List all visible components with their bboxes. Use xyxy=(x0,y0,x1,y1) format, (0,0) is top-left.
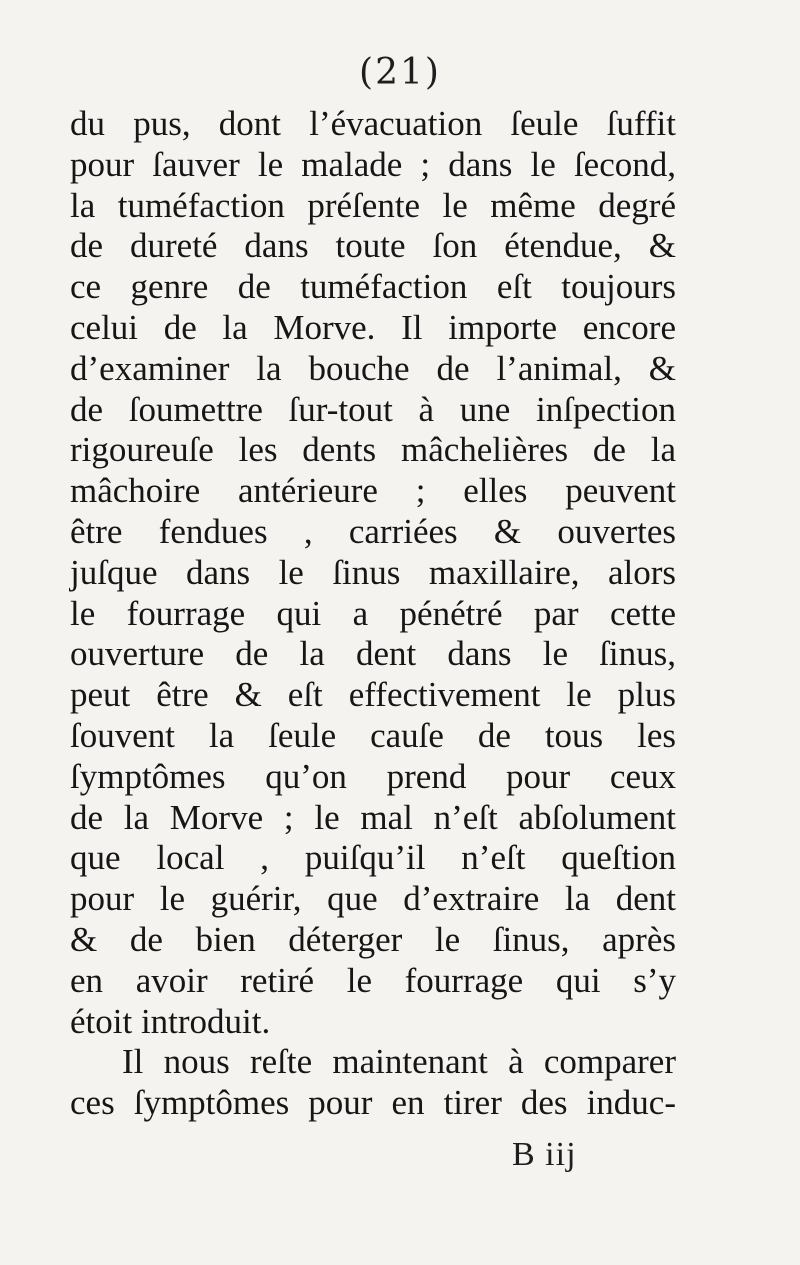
text-line: de dureté dans toute ſon étendue, & xyxy=(70,226,676,266)
text-line: celui de la Morve. Il importe encore xyxy=(70,307,676,347)
text-line: le fourrage qui a pénétré par cette xyxy=(70,593,676,633)
text-line: ſouvent la ſeule cauſe de tous les xyxy=(70,715,676,755)
text-line: étoit introduit. xyxy=(70,1001,271,1041)
text-line: ouverture de la dent dans le ſinus, xyxy=(70,634,676,674)
text-line: peut être & eſt effectivement le plus xyxy=(70,675,676,715)
text-line: pour ſauver le malade ; dans le ſecond, xyxy=(70,144,676,184)
text-line: mâchoire antérieure ; elles peuvent xyxy=(70,471,676,511)
text-line: que local , puiſqu’il n’eſt queſtion xyxy=(70,838,676,878)
text-line: de la Morve ; le mal n’eſt abſolument xyxy=(70,797,676,837)
text-line: Il nous reſte maintenant à comparer xyxy=(122,1042,676,1082)
text-line: ſymptômes qu’on prend pour ceux xyxy=(70,756,676,796)
text-line: du pus, dont l’évacuation ſeule ſuffit xyxy=(70,104,676,143)
text-line: en avoir retiré le fourrage qui s’y xyxy=(70,960,676,1000)
paragraph-1 xyxy=(70,104,676,1042)
signature-mark: B iij xyxy=(512,1136,577,1173)
text-line: pour le guérir, que d’extraire la dent xyxy=(70,879,676,919)
body-text xyxy=(70,104,676,1124)
paragraph-2 xyxy=(70,1042,676,1124)
text-line: ce genre de tuméfaction eſt toujours xyxy=(70,267,676,307)
page-number: (21) xyxy=(359,52,441,93)
text-line: la tuméfaction préſente le même degré xyxy=(70,185,676,225)
text-line: rigoureuſe les dents mâchelières de la xyxy=(70,430,676,470)
text-line: ces ſymptômes pour en tirer des induc- xyxy=(70,1083,676,1123)
text-line: juſque dans le ſinus maxillaire, alors xyxy=(70,552,676,592)
text-line: d’examiner la bouche de l’animal, & xyxy=(70,348,676,388)
text-line: être fendues , carriées & ouvertes xyxy=(70,511,676,551)
text-line: & de bien déterger le ſinus, après xyxy=(70,919,676,959)
text-line: de ſoumettre ſur-tout à une inſpection xyxy=(70,389,676,429)
